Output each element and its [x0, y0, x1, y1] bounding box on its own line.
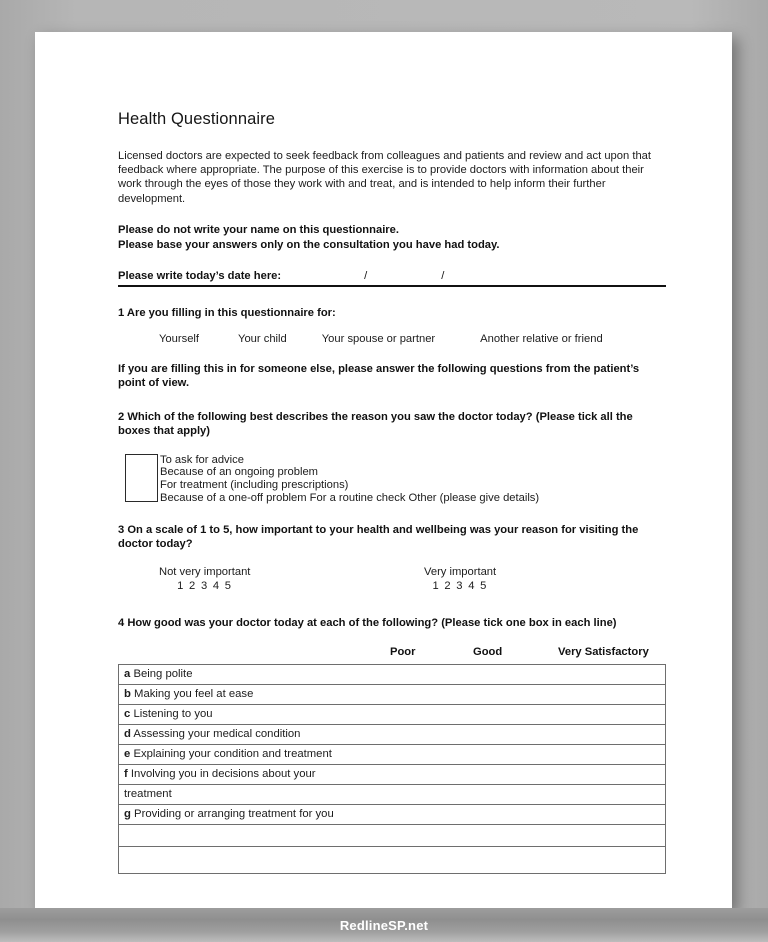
rating-row-cell-empty[interactable] [119, 847, 666, 874]
question-2-tick-box[interactable] [125, 454, 158, 502]
row-letter: a [124, 668, 131, 681]
row-label: Involving you in decisions about your [130, 768, 316, 781]
question-3-scale-right [424, 565, 496, 593]
question-4-rating-table [118, 664, 666, 874]
question-2-option-one-off-problem[interactable]: Because of a one-off problem For a routine check Other (please give details) [160, 491, 540, 504]
footer-watermark-text: RedlineSP.net [339, 917, 429, 933]
question-2-option-treatment[interactable]: For treatment (including prescriptions) [160, 479, 349, 491]
row-letter: b [124, 688, 131, 701]
column-header-good: Good [473, 646, 503, 659]
question-1-option-spouse-or-partner[interactable]: Your spouse or partner [321, 332, 436, 345]
table-row[interactable] [119, 705, 666, 725]
question-1-option-yourself[interactable]: Yourself [159, 332, 200, 345]
date-label: Please write today’s date here: [118, 269, 282, 282]
table-row[interactable] [119, 765, 666, 785]
rating-row-cell[interactable] [119, 725, 666, 745]
rating-row-cell[interactable] [119, 745, 666, 765]
instruction-no-name: Please do not write your name on this questionnaire. [118, 223, 399, 236]
rating-row-cell[interactable] [119, 685, 666, 705]
instruction-consultation: Please base your answers only on the consultation you have had today. [118, 238, 500, 251]
footer-watermark-bar [0, 908, 768, 942]
row-label: Listening to you [133, 708, 213, 721]
document-content [118, 110, 666, 874]
row-label: Being polite [133, 668, 193, 681]
question-3-right-label: Very important [424, 566, 497, 579]
question-4-column-headers [118, 646, 666, 662]
rating-row-cell-empty[interactable] [119, 825, 666, 847]
question-4-text: 4 How good was your doctor today at each of the following? (Please tick one box in each line) [118, 617, 617, 630]
rating-row-cell[interactable] [119, 705, 666, 725]
intro-paragraph: Licensed doctors are expected to seek feedback from colleagues and patients and review and act upon that feedback where appropriate. The purpose of this exercise is to provide doctors with information about their work through the eyes of those they work with and treat, and is intended to help inform their further development. [118, 150, 651, 205]
rating-row-cell[interactable] [119, 765, 666, 785]
row-label: Providing or arranging treatment for you [134, 808, 334, 821]
question-2-option-ongoing-problem[interactable]: Because of an ongoing problem [160, 466, 318, 479]
table-row[interactable] [119, 665, 666, 685]
rating-table-body [119, 665, 666, 874]
date-separator-1: / [364, 269, 368, 282]
rating-row-cell[interactable] [119, 665, 666, 685]
row-letter: e [124, 748, 131, 761]
question-3-scale [159, 565, 666, 597]
question-2-text: 2 Which of the following best describes the reason you saw the doctor today? (Please tick all the boxes that apply) [118, 410, 633, 437]
row-label: Explaining your condition and treatment [133, 748, 332, 761]
question-3-text: 3 On a scale of 1 to 5, how important to your health and wellbeing was your reason for visiting the doctor today? [118, 524, 639, 551]
row-letter: g [124, 808, 131, 821]
question-1-options [159, 333, 666, 345]
question-1-option-your-child[interactable]: Your child [238, 332, 287, 345]
row-letter: c [124, 708, 131, 721]
row-label: Assessing your medical condition [133, 728, 301, 741]
question-1-option-relative-or-friend[interactable]: Another relative or friend [480, 332, 603, 345]
date-separator-2: / [441, 269, 445, 282]
question-3-left-label: Not very important [159, 566, 251, 579]
row-letter: f [124, 768, 128, 781]
page-title: Health Questionnaire [118, 110, 276, 128]
instructions-block [118, 223, 666, 253]
row-label: treatment [124, 788, 172, 801]
question-1-text: 1 Are you filling in this questionnaire for: [118, 306, 336, 319]
question-2-checkbox-group [125, 454, 666, 504]
date-entry-row[interactable] [118, 270, 666, 287]
row-letter: d [124, 728, 131, 741]
column-header-poor: Poor [390, 646, 416, 659]
question-3-scale-left [159, 565, 250, 593]
document-page [35, 32, 732, 909]
table-row[interactable] [119, 725, 666, 745]
table-row[interactable] [119, 825, 666, 847]
table-row[interactable] [119, 847, 666, 874]
rating-row-cell-continuation[interactable] [119, 785, 666, 805]
question-1-note: If you are filling this in for someone else, please answer the following questions from the patient’s point of view. [118, 362, 640, 390]
column-header-very-satisfactory: Very Satisfactory [558, 646, 649, 659]
question-3-right-numbers[interactable]: 1 2 3 4 5 [432, 580, 488, 593]
rating-row-cell[interactable] [119, 805, 666, 825]
table-row[interactable] [119, 685, 666, 705]
table-row[interactable] [119, 785, 666, 805]
table-row[interactable] [119, 745, 666, 765]
question-2-option-list [160, 454, 539, 504]
question-3-left-numbers[interactable]: 1 2 3 4 5 [177, 580, 233, 593]
question-2-option-advice[interactable]: To ask for advice [160, 453, 244, 466]
row-label: Making you feel at ease [134, 688, 254, 701]
table-row[interactable] [119, 805, 666, 825]
